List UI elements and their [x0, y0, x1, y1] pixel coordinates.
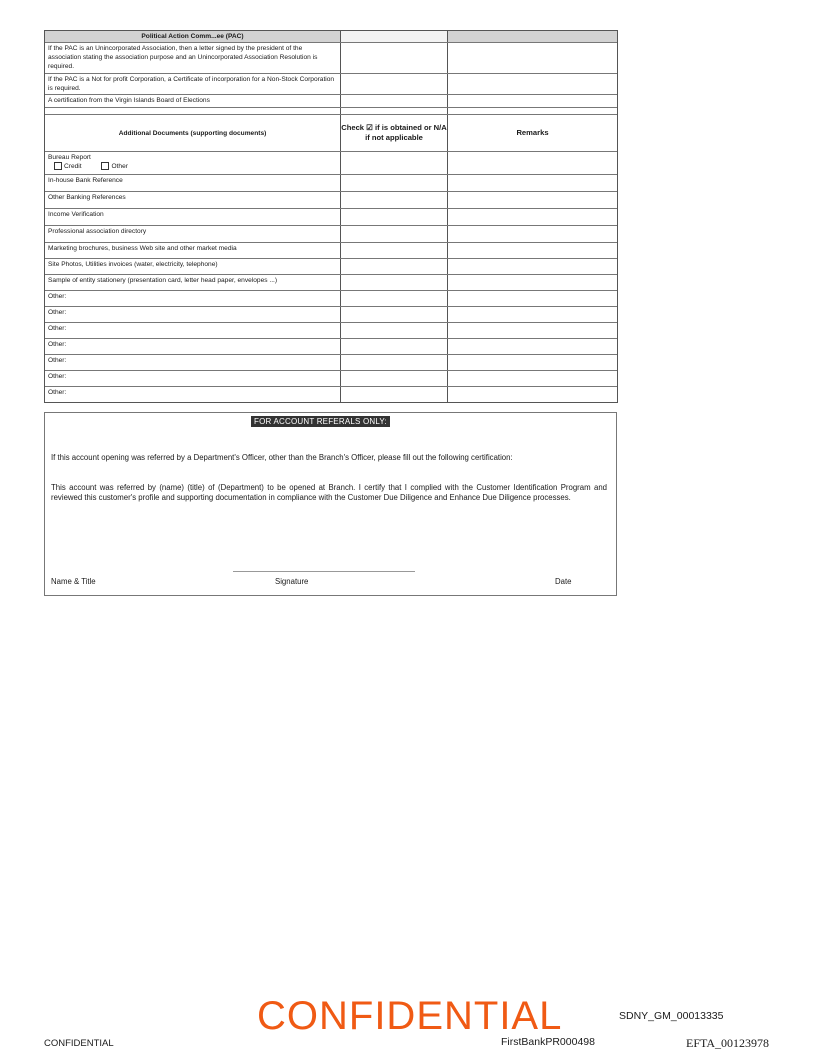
bureau-report-row: [45, 152, 617, 175]
remarks-cell[interactable]: [448, 192, 617, 208]
document-label: Site Photos, Utilities invoices (water, electricity, telephone): [45, 259, 341, 274]
document-label: Other:: [45, 323, 341, 338]
confidential-footer-label: CONFIDENTIAL: [44, 1038, 114, 1049]
check-cell[interactable]: [341, 387, 448, 402]
document-label: Income Verification: [45, 209, 341, 225]
document-label: Other:: [45, 387, 341, 402]
document-row: [45, 243, 617, 259]
bank-document-id: FirstBankPR000498: [501, 1036, 595, 1048]
signature-line[interactable]: [233, 571, 415, 572]
pac-requirement-text: If the PAC is a Not for profit Corporation, a Certificate of incorporation for a Non-Stock Corporation is required.: [45, 74, 341, 94]
column-header-documents: Additional Documents (supporting documents): [45, 115, 341, 151]
check-cell[interactable]: [341, 243, 448, 258]
remarks-cell[interactable]: [448, 387, 617, 402]
document-row: [45, 259, 617, 275]
document-label: Other:: [45, 339, 341, 354]
check-cell[interactable]: [341, 291, 448, 306]
pac-requirement-text: A certification from the Virgin Islands Board of Elections: [45, 95, 341, 107]
signature-label: Signature: [275, 577, 309, 586]
check-cell[interactable]: [341, 74, 448, 94]
check-cell[interactable]: [341, 323, 448, 338]
bates-number: SDNY_GM_00013335: [619, 1010, 724, 1022]
other-option-label: Other: [111, 163, 128, 170]
date-label: Date: [555, 577, 572, 586]
check-cell[interactable]: [341, 175, 448, 191]
document-label: In-house Bank Reference: [45, 175, 341, 191]
document-label: Sample of entity stationery (presentation card, letter head paper, envelopes ...): [45, 275, 341, 290]
other-checkbox[interactable]: [101, 162, 109, 170]
document-label: Other Banking References: [45, 192, 341, 208]
document-row-other: [45, 291, 617, 307]
document-row: [45, 209, 617, 226]
check-cell[interactable]: [341, 226, 448, 242]
check-cell[interactable]: [341, 95, 448, 107]
document-row: [45, 192, 617, 209]
remarks-cell[interactable]: [448, 259, 617, 274]
document-row-other: [45, 339, 617, 355]
credit-checkbox[interactable]: [54, 162, 62, 170]
remarks-cell[interactable]: [448, 275, 617, 290]
remarks-cell[interactable]: [448, 209, 617, 225]
remarks-cell[interactable]: [448, 74, 617, 94]
credit-option-label: Credit: [64, 163, 82, 170]
check-cell[interactable]: [341, 209, 448, 225]
remarks-cell[interactable]: [448, 152, 617, 174]
check-cell[interactable]: [341, 43, 448, 73]
document-label: Other:: [45, 371, 341, 386]
additional-documents-header-row: [45, 115, 617, 152]
remarks-cell[interactable]: [448, 43, 617, 73]
remarks-cell[interactable]: [448, 355, 617, 370]
pac-header-row: [45, 31, 617, 43]
remarks-cell[interactable]: [448, 323, 617, 338]
remarks-cell[interactable]: [448, 307, 617, 322]
remarks-cell[interactable]: [448, 339, 617, 354]
check-cell[interactable]: [341, 192, 448, 208]
remarks-cell[interactable]: [448, 371, 617, 386]
check-cell[interactable]: [341, 152, 448, 174]
confidential-watermark: CONFIDENTIAL: [257, 994, 563, 1038]
check-cell[interactable]: [341, 275, 448, 290]
document-label: Other:: [45, 355, 341, 370]
remarks-cell[interactable]: [448, 243, 617, 258]
document-label: Other:: [45, 291, 341, 306]
document-row-other: [45, 387, 617, 402]
pac-row-unincorporated: [45, 43, 617, 74]
document-row: [45, 275, 617, 291]
referral-section-title: FOR ACCOUNT REFERALS ONLY:: [251, 416, 390, 427]
document-label: Marketing brochures, business Web site and other market media: [45, 243, 341, 258]
document-checklist-table: [44, 30, 618, 403]
check-cell[interactable]: [341, 355, 448, 370]
pac-section-title: Political Action Comm...ee (PAC): [45, 31, 341, 42]
pac-row-not-for-profit: [45, 74, 617, 95]
pac-requirement-text: If the PAC is an Unincorporated Association, then a letter signed by the president of the association stating the association purpose and an Unincorporated Association Resolution is required.: [45, 43, 341, 73]
document-row-other: [45, 371, 617, 387]
check-cell[interactable]: [341, 307, 448, 322]
check-cell[interactable]: [341, 339, 448, 354]
referral-instructions: If this account opening was referred by a Department's Officer, other than the Branch's Officer, please fill out the following certification:: [51, 453, 513, 462]
check-cell[interactable]: [341, 259, 448, 274]
referral-certification-text: This account was referred by (name) (title) of (Department) to be opened at Branch. I certify that I complied with the Customer Identification Program and reviewed this customer's profile and supporting documentation in compliance with the Customer Due Diligence and Enhance Due Diligence processes.: [51, 483, 607, 502]
remarks-cell[interactable]: [448, 95, 617, 107]
efta-document-number: EFTA_00123978: [686, 1036, 770, 1050]
document-row: [45, 175, 617, 192]
document-row-other: [45, 323, 617, 339]
column-header-check: Check ☑ if is obtained or N/A if not applicable: [341, 115, 448, 151]
name-title-label: Name & Title: [51, 577, 96, 586]
pac-row-board-of-elections: [45, 95, 617, 108]
spacer-row: [45, 108, 617, 115]
document-label: Other:: [45, 307, 341, 322]
remarks-cell[interactable]: [448, 175, 617, 191]
bureau-report-label: Bureau Report: [48, 154, 91, 161]
remarks-cell[interactable]: [448, 291, 617, 306]
document-row-other: [45, 307, 617, 323]
document-label: Professional association directory: [45, 226, 341, 242]
remarks-cell[interactable]: [448, 226, 617, 242]
document-row-other: [45, 355, 617, 371]
column-header-remarks: Remarks: [516, 128, 549, 137]
document-row: [45, 226, 617, 243]
check-cell[interactable]: [341, 371, 448, 386]
account-referral-section: [44, 412, 617, 596]
